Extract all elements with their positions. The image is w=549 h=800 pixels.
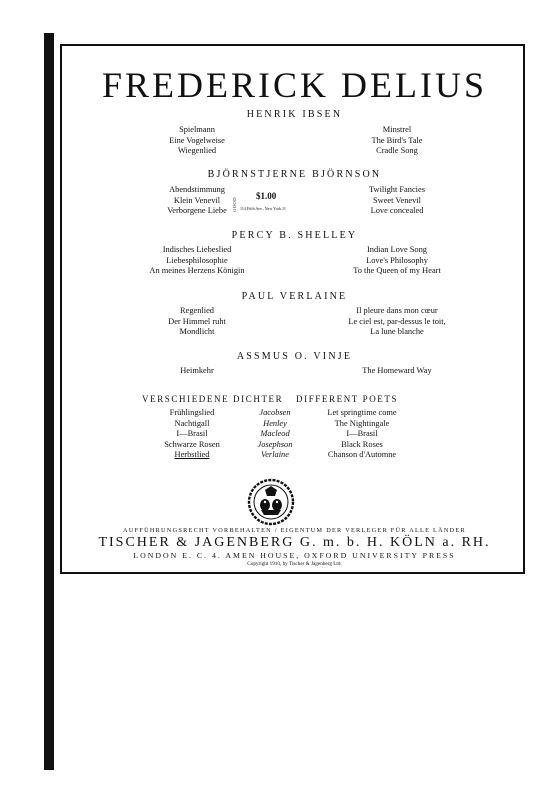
verlaine-french-titles xyxy=(312,306,482,338)
song-title: Regenlied xyxy=(180,306,214,315)
poet-heading-ibsen: HENRIK IBSEN xyxy=(246,109,343,120)
song-title: To the Queen of my Heart xyxy=(353,266,441,276)
poet-name: Verlaine xyxy=(261,450,289,460)
bjornson-english-titles xyxy=(312,185,482,217)
song-title: Cradle Song xyxy=(376,146,418,156)
song-title: Mondlicht xyxy=(179,327,215,337)
song-title: Love concealed xyxy=(370,206,424,216)
song-title: Klein Venevil xyxy=(173,195,221,205)
ibsen-english-titles xyxy=(312,125,482,157)
song-title: Wiegenlied xyxy=(177,146,217,156)
song-title: Heimkehr xyxy=(180,366,214,375)
poet-heading-vinje: ASSMUS O. VINJE xyxy=(236,351,353,362)
song-title: Verborgene Liebe xyxy=(167,206,227,216)
song-title: Spielmann xyxy=(179,125,215,134)
bjornson-german-titles xyxy=(122,185,272,217)
song-title: Herbstlied xyxy=(174,450,210,460)
song-title: The Nightingale xyxy=(334,418,390,428)
song-title: Il pleure dans mon cœur xyxy=(356,306,438,315)
song-title: Nachtigall xyxy=(174,418,210,428)
various-poet-names xyxy=(240,408,310,461)
various-german-titles xyxy=(147,408,237,461)
performance-rights-notice: AUFFÜHRUNGSRECHT VORBEHALTEN / EIGENTUM DER VERLEGER FÜR ALLE LÄNDER xyxy=(123,527,466,534)
song-title: Sweet Venevil xyxy=(373,195,421,205)
poet-heading-bjornson: BJÖRNSTJERNE BJÖRNSON xyxy=(207,169,382,180)
various-english-titles xyxy=(302,408,422,461)
poet-name: Josephson xyxy=(257,439,293,449)
song-title: An meines Herzens Königin xyxy=(149,266,245,276)
composer-title: FREDERICK DELIUS xyxy=(101,65,487,105)
copyright-notice: Copyright 1910, by Tischer & Jagenberg Ltd. xyxy=(247,561,342,567)
song-title: I—Brasil xyxy=(176,429,208,439)
song-title: Eine Vogelweise xyxy=(169,135,225,145)
song-title: Der Himmel ruht xyxy=(168,316,226,326)
publisher-emblem-icon xyxy=(247,478,295,526)
poet-name: Macleod xyxy=(260,429,290,439)
shelley-english-titles xyxy=(312,245,482,277)
verlaine-german-titles xyxy=(122,306,272,338)
various-poets-heading-de: VERSCHIEDENE DICHTER xyxy=(142,394,284,404)
song-title: Schwarze Rosen xyxy=(164,439,220,449)
song-title: Love's Philosophy xyxy=(366,255,428,265)
song-title: Chanson d'Automne xyxy=(327,450,397,460)
song-title: Let springtime come xyxy=(327,408,397,417)
song-title: The Homeward Way xyxy=(362,366,432,375)
ibsen-german-titles xyxy=(122,125,272,157)
price-stamp-vertical: GOOD xyxy=(232,197,237,212)
price-stamp: $1.00 xyxy=(256,191,277,201)
book-spine-bar xyxy=(44,33,54,770)
title-page-frame xyxy=(60,44,525,574)
vinje-english-titles xyxy=(312,366,482,377)
publisher-name: TISCHER & JAGENBERG G. m. b. H. KÖLN a. RH. xyxy=(98,535,491,550)
song-title: Le ciel est, par-dessus le toit, xyxy=(348,316,446,326)
song-title: Minstrel xyxy=(382,125,412,134)
song-title: La lune blanche xyxy=(370,327,424,337)
song-title: I—Brasil xyxy=(346,429,378,439)
shelley-german-titles xyxy=(122,245,272,277)
song-title: Liebesphilosophie xyxy=(166,255,228,265)
song-title: Frühlingslied xyxy=(169,408,215,417)
song-title: Indisches Liebeslied xyxy=(162,245,232,254)
song-title: Twilight Fancies xyxy=(369,185,425,194)
poet-name: Henley xyxy=(263,418,287,428)
poet-name: Jacobsen xyxy=(259,408,291,417)
song-title: The Bird's Tale xyxy=(371,135,423,145)
london-agent: LONDON E. C. 4. AMEN HOUSE, OXFORD UNIVERSITY PRESS xyxy=(133,551,456,560)
song-title: Abendstimmung xyxy=(169,185,225,194)
various-poets-heading-en: DIFFERENT POETS xyxy=(296,394,399,404)
song-title: Indian Love Song xyxy=(366,245,427,254)
poet-heading-shelley: PERCY B. SHELLEY xyxy=(231,230,358,241)
vinje-german-titles xyxy=(122,366,272,377)
song-title: Black Roses xyxy=(341,439,383,449)
poet-heading-verlaine: PAUL VERLAINE xyxy=(241,291,348,302)
price-stamp-address: 114 Fifth Ave., New York 11 xyxy=(240,206,286,211)
